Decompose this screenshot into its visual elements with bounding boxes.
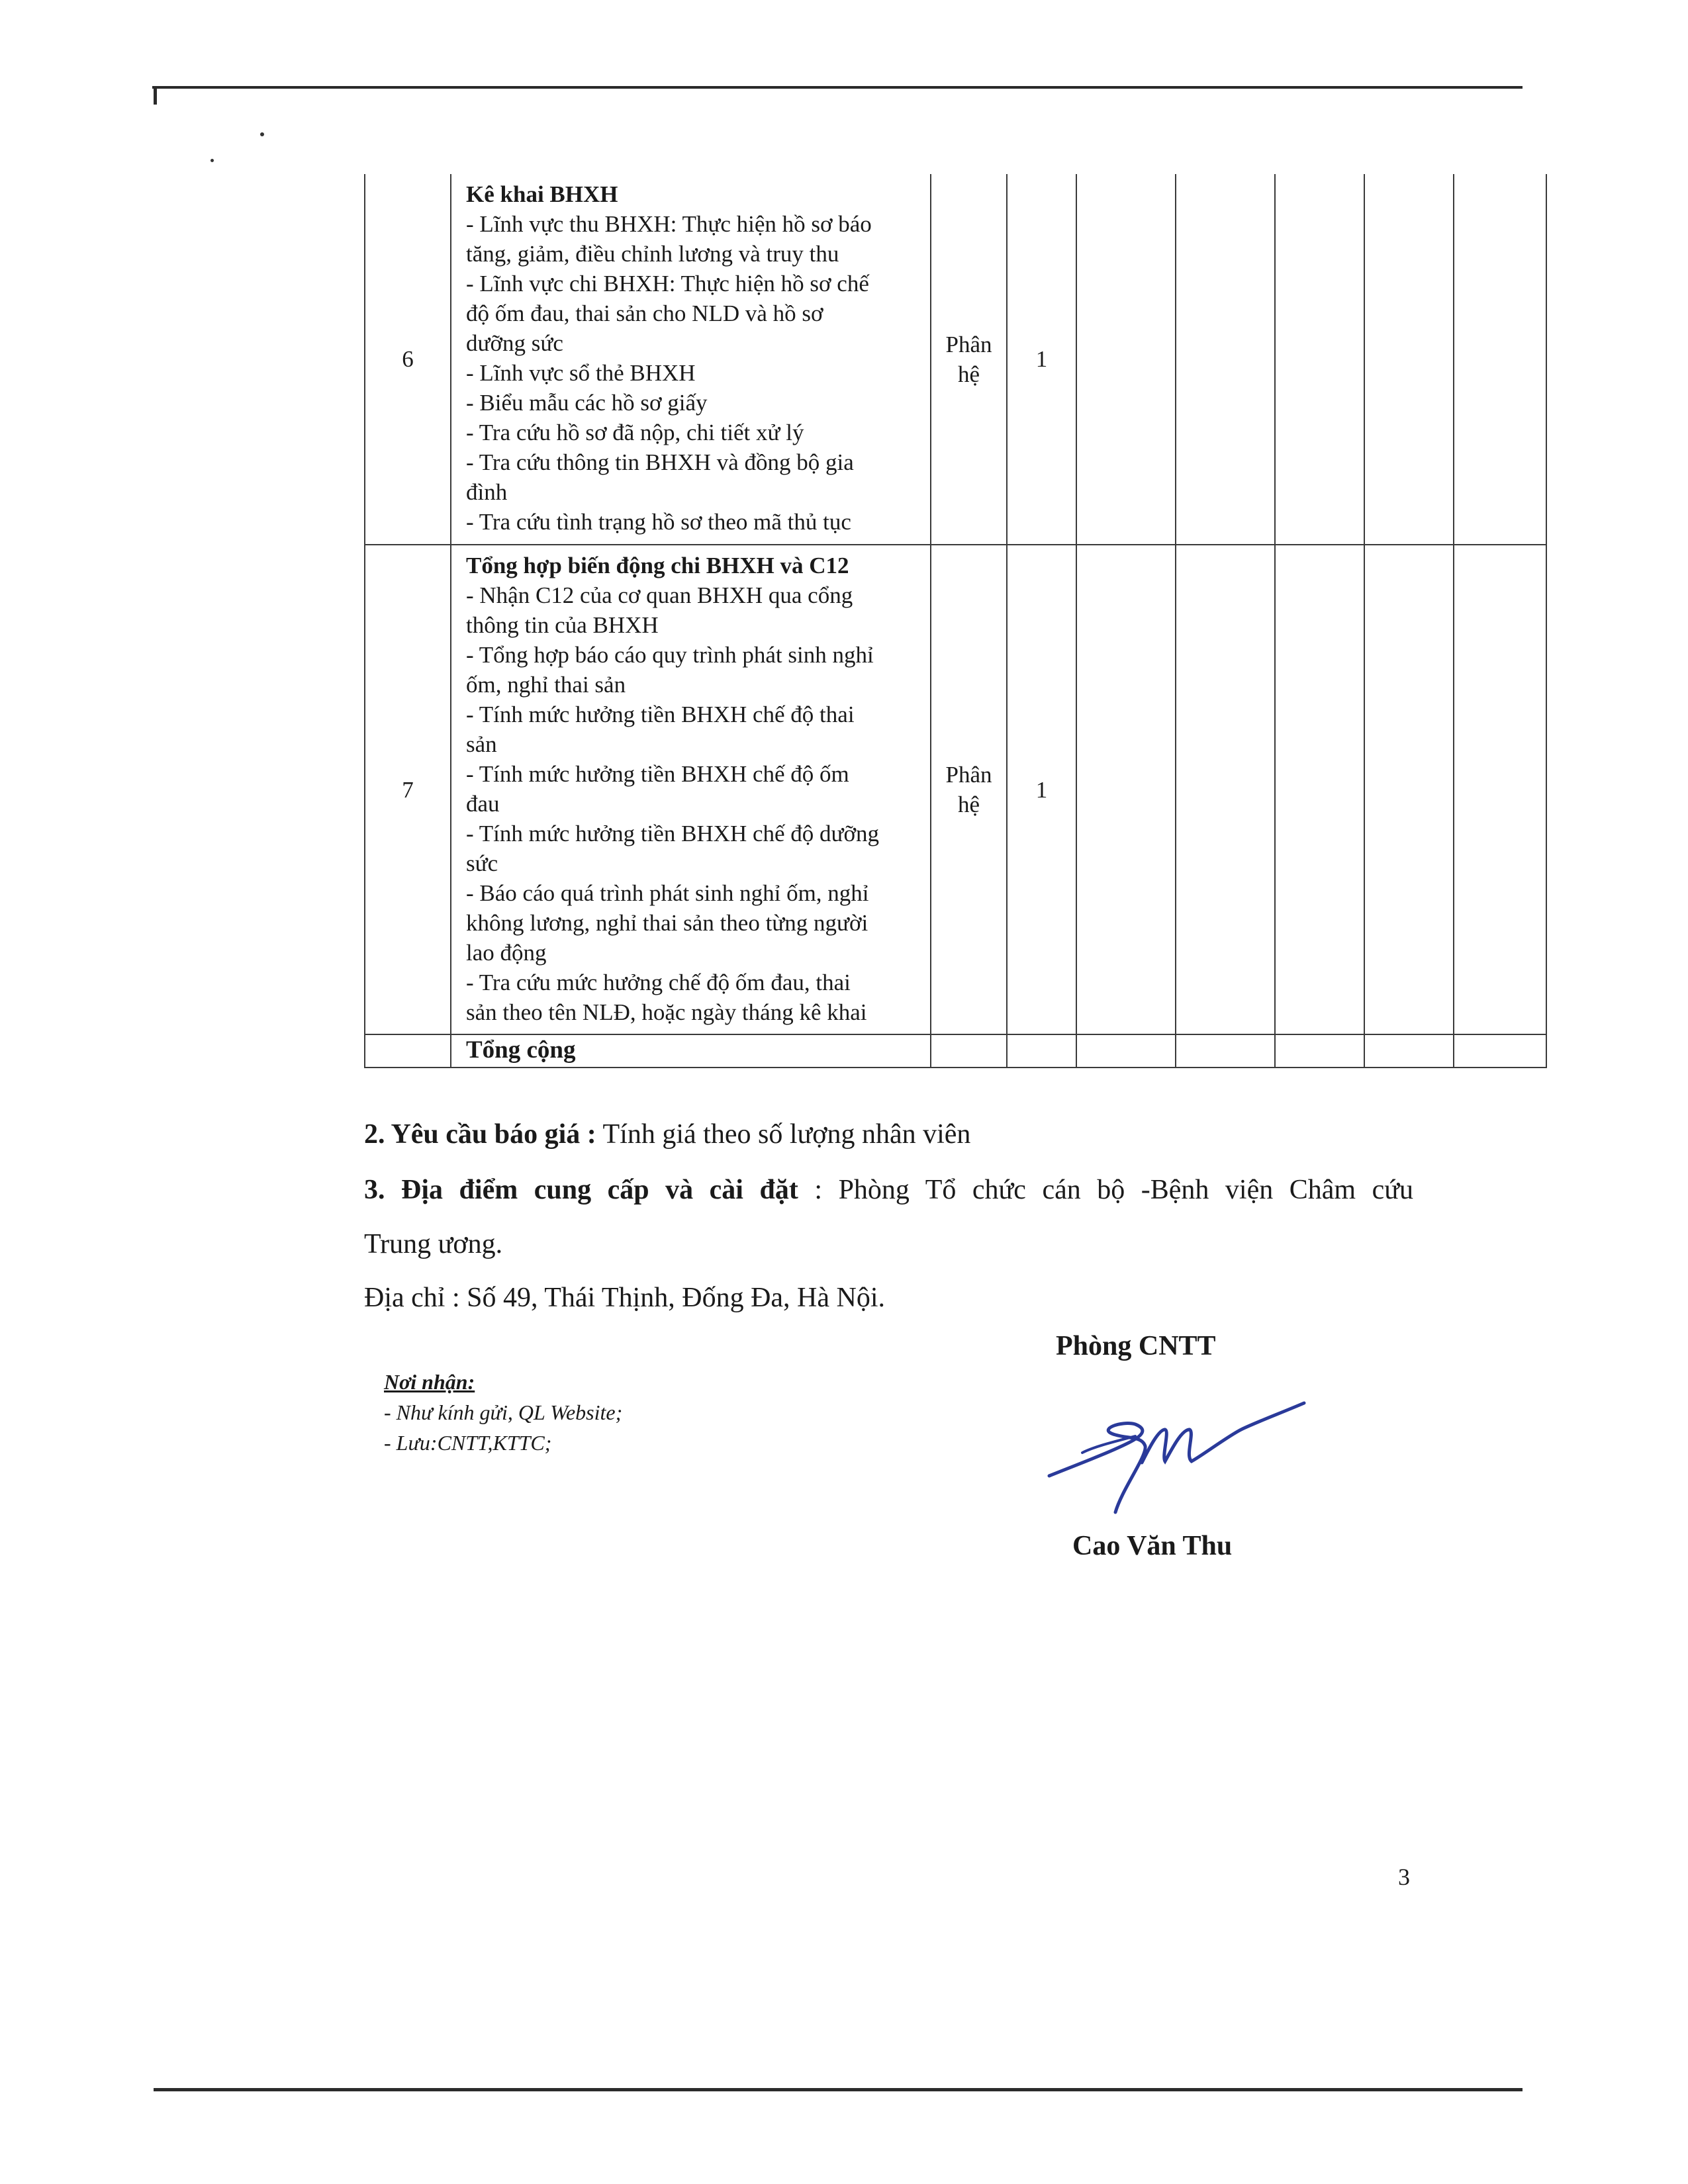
row-title: Tổng hợp biến động chi BHXH và C12 [466,553,849,578]
scan-edge-top [152,86,1523,94]
desc-line: không lương, nghỉ thai sản theo từng người [466,910,868,936]
desc-line: lao động [466,940,547,966]
table-row [365,545,1546,1034]
desc-line: đình [466,479,508,505]
row-quantity: 1 [1007,545,1076,1034]
table-total-row [365,1034,1546,1068]
desc-line: - Báo cáo quá trình phát sinh nghỉ ốm, nghỉ [466,880,869,906]
signer-name: Cao Văn Thu [1072,1531,1233,1561]
desc-line: tăng, giảm, điều chỉnh lương và truy thu [466,241,839,267]
address-line: Địa chỉ : Số 49, Thái Thịnh, Đống Đa, Hà Nội. [364,1283,886,1313]
desc-line: - Lĩnh vực chi BHXH: Thực hiện hồ sơ chế [466,271,869,296]
empty-cell [1454,545,1546,1034]
recipient-line: - Lưu:CNTT,KTTC; [384,1431,552,1455]
section-text: Trung ương. [364,1229,503,1259]
desc-line: ốm, nghỉ thai sản [466,672,626,698]
scan-speck [211,159,214,162]
section-price-request [364,1116,970,1153]
empty-cell [365,1034,451,1068]
desc-line: - Tra cứu mức hưởng chế độ ốm đau, thai [466,970,851,995]
empty-cell [1176,545,1275,1034]
unit-line: Phân [945,331,992,357]
recipients-title: Nơi nhận: [384,1370,475,1394]
desc-line: - Lĩnh vực sổ thẻ BHXH [466,360,696,386]
empty-cell [1275,545,1364,1034]
desc-line: thông tin của BHXH [466,612,659,638]
desc-line: - Biểu mẫu các hồ sơ giấy [466,390,708,416]
empty-cell [1076,545,1176,1034]
row-stt: 6 [365,174,451,545]
empty-cell [1076,1034,1176,1068]
table-row [365,174,1546,545]
row-title: Kê khai BHXH [466,181,618,207]
empty-cell [1275,174,1364,545]
recipient-line: - Như kính gửi, QL Website; [384,1400,623,1424]
empty-cell [1454,1034,1546,1068]
scan-speck [260,132,264,136]
handwritten-signature [1043,1390,1321,1516]
empty-cell [1275,1034,1364,1068]
section-heading: 3. Địa điểm cung cấp và cài đặt [364,1175,798,1205]
row-quantity: 1 [1007,174,1076,545]
row-unit [931,545,1007,1034]
unit-line: hệ [957,792,980,817]
scan-edge-bottom [154,2088,1523,2091]
empty-cell [1007,1034,1076,1068]
section-text: : Phòng Tổ chức cán bộ -Bệnh viện Châm cứu [814,1175,1414,1205]
section-location [364,1171,1413,1208]
desc-line: độ ốm đau, thai sản cho NLD và hồ sơ [466,300,823,326]
desc-line: - Tính mức hưởng tiền BHXH chế độ dưỡng [466,821,880,846]
empty-cell [931,1034,1007,1068]
signature-department: Phòng CNTT [1056,1331,1216,1361]
row-description [451,545,931,1034]
recipients-block [384,1367,622,1458]
desc-line: - Tổng hợp báo cáo quy trình phát sinh nghỉ [466,642,874,668]
desc-line: sản [466,731,497,757]
desc-line: - Tra cứu hồ sơ đã nộp, chi tiết xử lý [466,420,804,445]
section-location-cont [364,1226,502,1263]
scan-edge-corner [154,87,157,105]
items-table [364,174,1547,1068]
desc-line: đau [466,791,500,817]
page-number: 3 [1398,1864,1410,1890]
desc-line: - Tính mức hưởng tiền BHXH chế độ thai [466,702,855,727]
empty-cell [1176,1034,1275,1068]
desc-line: sức [466,850,498,876]
empty-cell [1454,174,1546,545]
empty-cell [1364,1034,1454,1068]
empty-cell [1364,174,1454,545]
empty-cell [1176,174,1275,545]
total-label: Tổng cộng [451,1034,931,1068]
unit-line: hệ [957,361,980,387]
desc-line: - Tra cứu tình trạng hồ sơ theo mã thủ tục [466,509,851,535]
empty-cell [1364,545,1454,1034]
desc-line: - Tra cứu thông tin BHXH và đồng bộ gia [466,449,854,475]
desc-line: sản theo tên NLĐ, hoặc ngày tháng kê khai [466,999,867,1025]
unit-line: Phân [945,762,992,788]
row-description [451,174,931,545]
section-heading: 2. Yêu cầu báo giá : [364,1119,596,1150]
desc-line: - Nhận C12 của cơ quan BHXH qua cổng [466,582,853,608]
row-unit [931,174,1007,545]
desc-line: dưỡng sức [466,330,563,356]
row-stt: 7 [365,545,451,1034]
desc-line: - Lĩnh vực thu BHXH: Thực hiện hồ sơ báo [466,211,872,237]
desc-line: - Tính mức hưởng tiền BHXH chế độ ốm [466,761,849,787]
empty-cell [1076,174,1176,545]
section-text: Tính giá theo số lượng nhân viên [596,1119,971,1150]
